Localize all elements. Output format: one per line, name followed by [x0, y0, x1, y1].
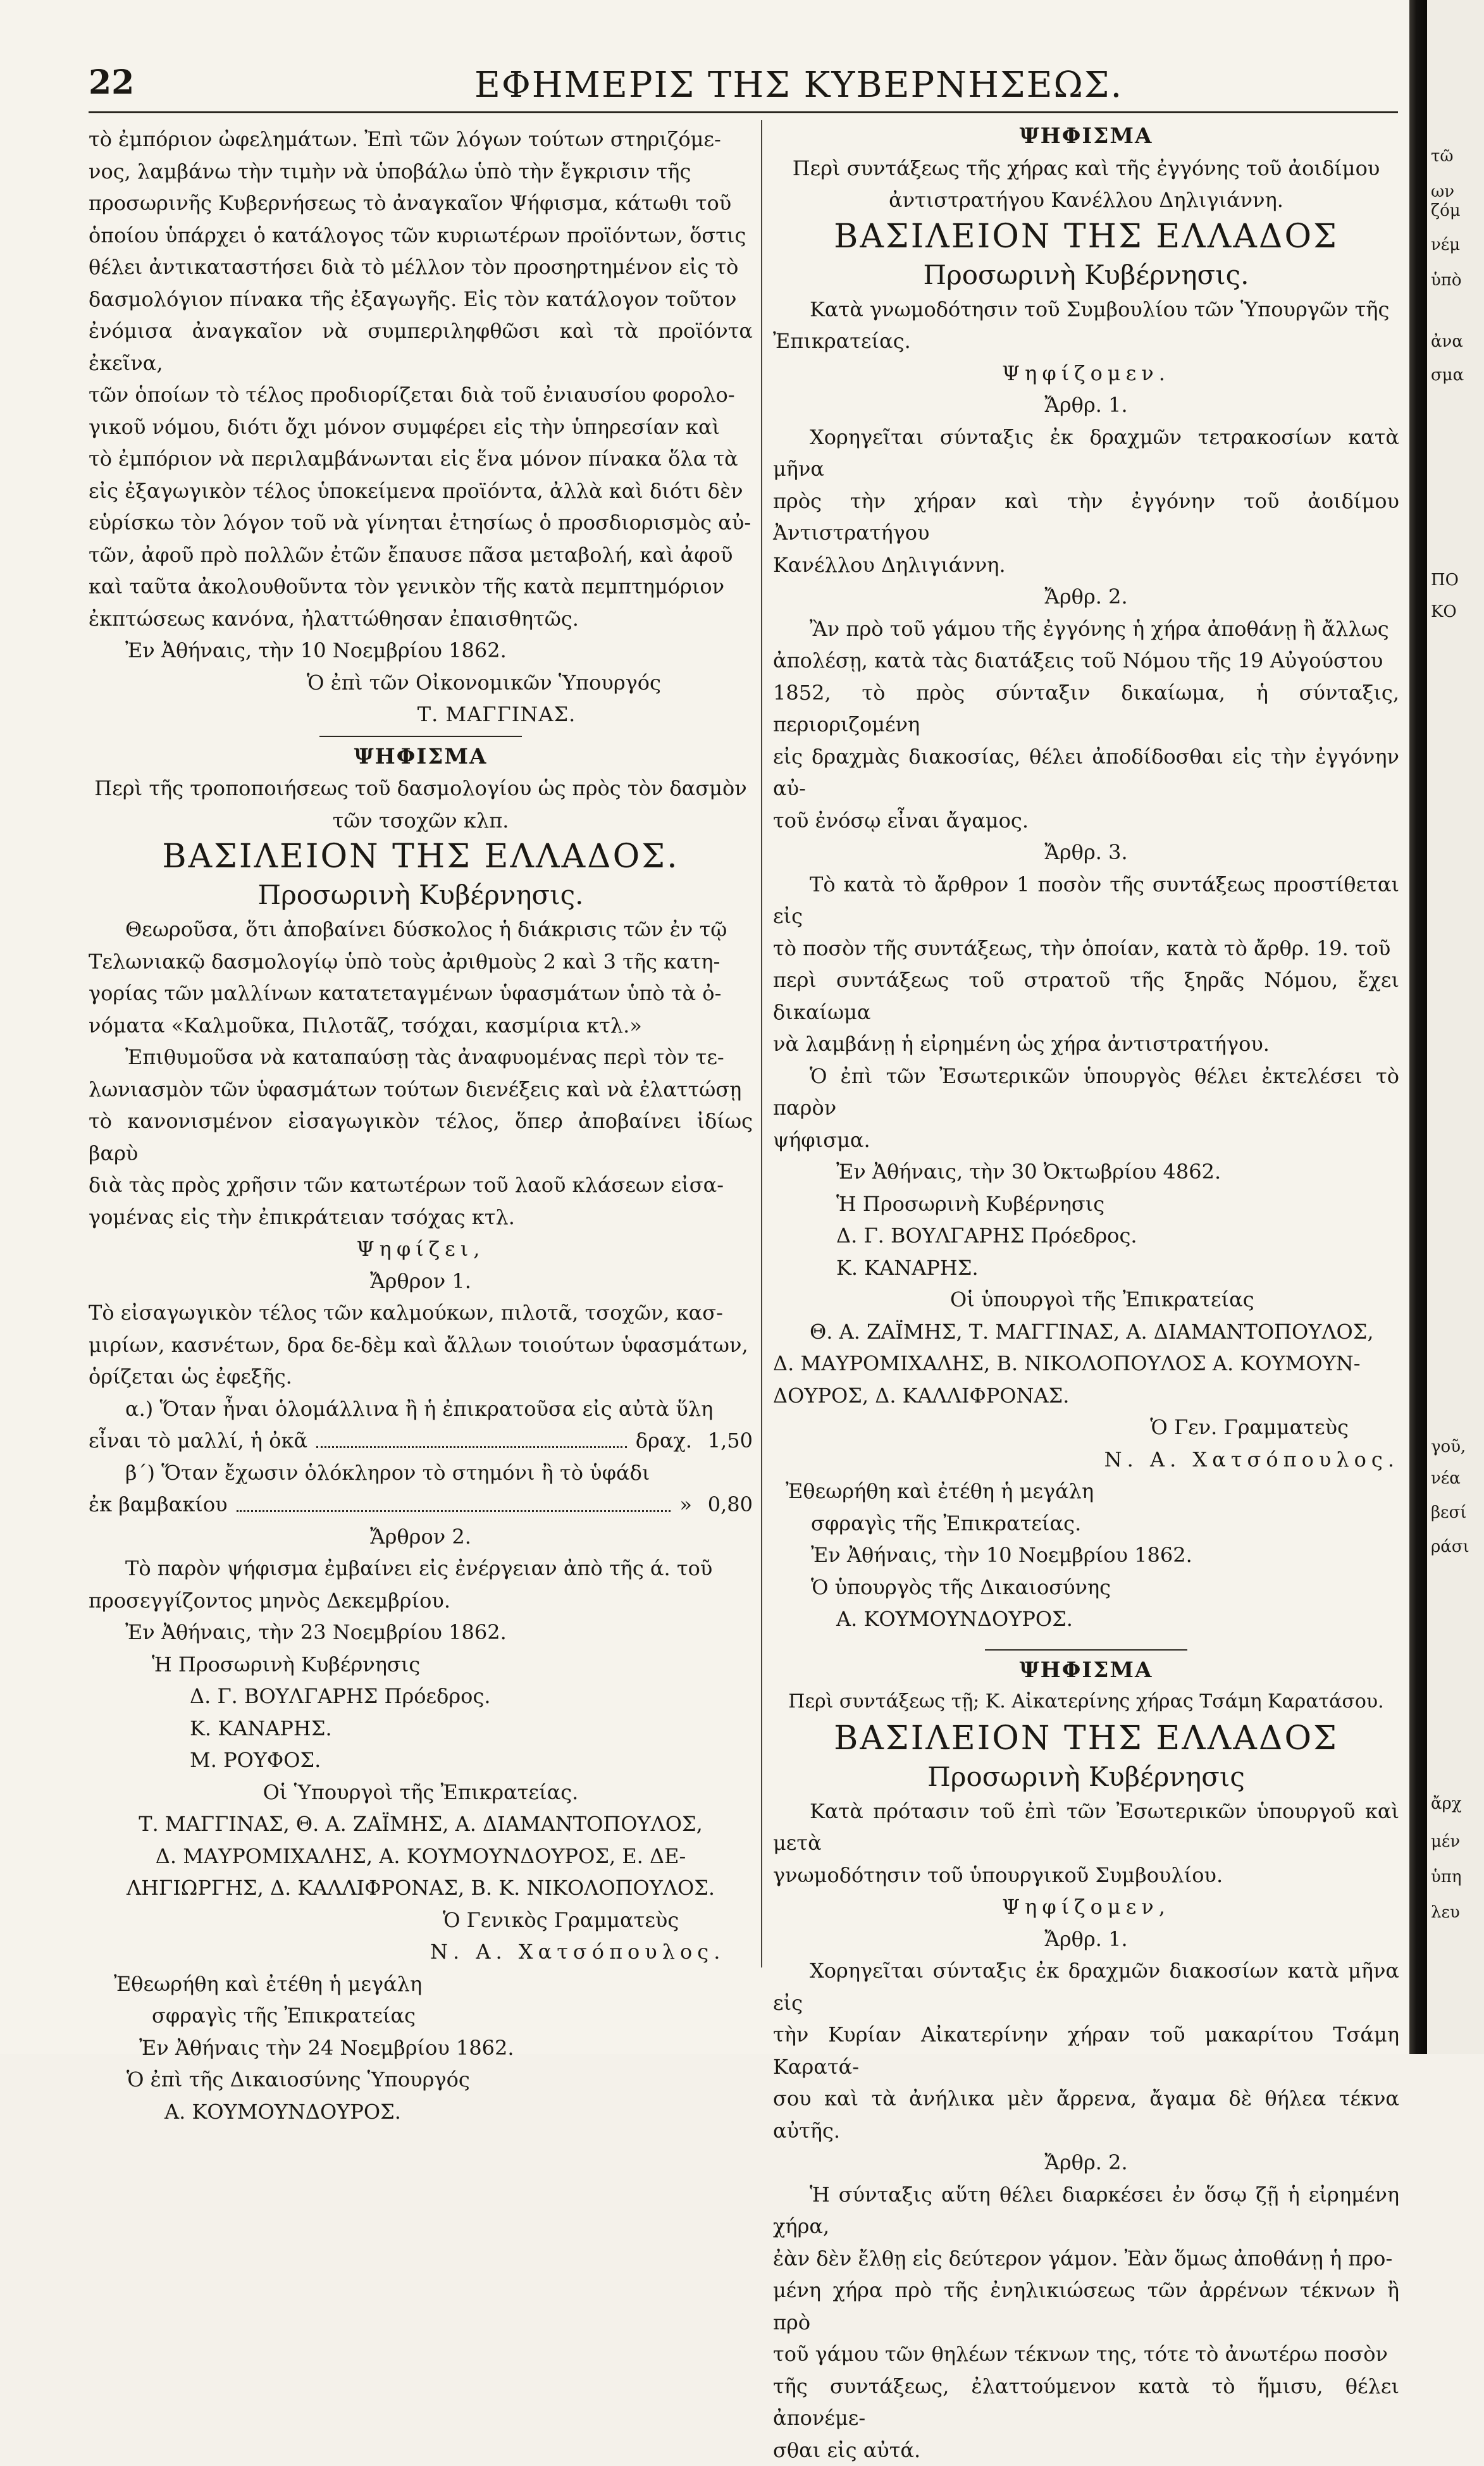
next-page-fragment: ΚΟ: [1431, 602, 1457, 621]
text-line: γνωμοδότησιν τοῦ ὑπουργικοῦ Συμβουλίου.: [773, 1859, 1399, 1892]
text-line: ὁποίου ὑπάρχει ὁ κατάλογος τῶν κυριωτέρων προϊόντων, ὅστις: [89, 220, 753, 252]
text-line: θέλει ἀντικαταστήσει διὰ τὸ μέλλον τὸν προσηρτημένον εἰς τὸ: [89, 251, 753, 283]
next-page-fragment: τῶ: [1431, 147, 1454, 166]
text-line: νόματα «Καλμοῦκα, Πιλοτᾶζ, τσόχαι, κασμίρια κτλ.»: [89, 1010, 753, 1042]
tariff-price: 0,80: [692, 1489, 753, 1521]
article-heading: Ἄρθρ. 3.: [773, 836, 1399, 869]
text-line: τὸ ἐμπόριον ὠφελημάτων. Ἐπὶ τῶν λόγων τούτων στηριζόμε-: [89, 123, 753, 156]
left-column: [89, 123, 753, 2128]
next-page-edge: [1427, 0, 1484, 2054]
text-line: Θεωροῦσα, ὅτι ἀποβαίνει δύσκολος ἡ διάκρισις τῶν ἐν τῷ: [89, 914, 753, 946]
next-page-fragment: νέα: [1431, 1469, 1461, 1488]
ministers-line: Θ. Α. ΖΑΪΜΗΣ, Τ. ΜΑΓΓΙΝΑΣ, Α. ΔΙΑΜΑΝΤΟΠΟΥΛΟΣ,: [773, 1316, 1399, 1348]
government-label: Ἡ Προσωρινὴ Κυβέρνησις: [89, 1649, 753, 1681]
tariff-row-b: [89, 1489, 753, 1521]
text-line: τὸ ποσὸν τῆς συντάξεως, τὴν ὁποίαν, κατὰ τὸ ἄρθρ. 19. τοῦ: [773, 932, 1399, 965]
next-page-fragment: ράσι: [1431, 1537, 1469, 1556]
decree-subject: Περὶ συντάξεως τῇ; Κ. Αἰκατερίνης χήρας Τσάμη Καρατάσου.: [773, 1686, 1399, 1718]
tariff-price: 1,50: [692, 1425, 753, 1457]
ministers-line: Δ. ΜΑΥΡΟΜΙΧΑΛΗΣ, Β. ΝΙΚΟΛΟΠΟΥΛΟΣ Α. ΚΟΥΜΟΥΝ-: [773, 1348, 1399, 1380]
next-page-fragment: σμα: [1431, 366, 1464, 385]
next-page-fragment: λευ: [1431, 1903, 1460, 1922]
decree-title: ΨΗΦΙΣΜΑ: [773, 120, 1399, 152]
ministers-label: Οἱ Ὑπουργοὶ τῆς Ἐπικρατείας.: [89, 1776, 753, 1809]
text-line: δασμολόγιον πίνακα τῆς ἐξαγωγῆς. Εἰς τὸν κατάλογον τοῦτον: [89, 283, 753, 316]
intro-report: [89, 123, 753, 635]
tariff-item-b-cont: ἐκ βαμβακίου: [89, 1489, 228, 1521]
page-number: 22: [89, 63, 134, 102]
text-line: γικοῦ νόμου, διότι ὄχι μόνον συμφέρει εἰς τὴν ὑπηρεσίαν καὶ: [89, 411, 753, 443]
text-line: Χορηγεῖται σύνταξις ἐκ δραχμῶν τετρακοσίων κατὰ μῆνα: [773, 421, 1399, 485]
text-line: ἐνόμισα ἀναγκαῖον νὰ συμπεριληφθῶσι καὶ τὰ προϊόντα ἐκεῖνα,: [89, 315, 753, 379]
next-page-fragment: μέν: [1431, 1832, 1460, 1851]
text-line: τῆς συντάξεως, ἐλαττούμενον κατὰ τὸ ἥμισυ, θέλει ἀπονέμε-: [773, 2370, 1399, 2434]
secretary-label: Ὁ Γεν. Γραμματεὺς: [773, 1411, 1399, 1444]
text-line: 1852, τὸ πρὸς σύνταξιν δικαίωμα, ἡ σύνταξις, περιοριζομένη: [773, 677, 1399, 741]
signatory: Δ. Γ. ΒΟΥΛΓΑΡΗΣ Πρόεδρος.: [89, 1680, 753, 1713]
text-line: γορίας τῶν μαλλίνων κατατεταγμένων ὑφασμάτων ὑπὸ τὰ ὀ-: [89, 977, 753, 1010]
text-line: λωνιασμὸν τῶν ὑφασμάτων τούτων διενέξεις καὶ νὰ ἐλαττώσῃ: [89, 1074, 753, 1106]
signatory: Κ. ΚΑΝΑΡΗΣ.: [89, 1713, 753, 1745]
next-page-fragment: γοῦ,: [1431, 1437, 1466, 1456]
text-line: Κατὰ γνωμοδότησιν τοῦ Συμβουλίου τῶν Ὑπουργῶν τῆς: [773, 294, 1399, 326]
text-line: γομένας εἰς τὴν ἐπικράτειαν τσόχας κτλ.: [89, 1201, 753, 1234]
text-line: τοῦ ἐνόσῳ εἶναι ἄγαμος.: [773, 805, 1399, 837]
justice-minister-name: Α. ΚΟΥΜΟΥΝΔΟΥΡΟΣ.: [773, 1603, 1399, 1635]
intro-signature: Τ. ΜΑΓΓΙΝΑΣ.: [89, 698, 753, 731]
book-gutter: [1409, 0, 1427, 2054]
header-rule: [89, 111, 1398, 113]
text-line: ὁρίζεται ὡς ἐφεξῆς.: [89, 1361, 753, 1393]
next-page-fragment: ΠΟ: [1431, 571, 1459, 590]
article-heading: Ἄρθρον 1.: [89, 1265, 753, 1298]
text-line: ἀπολέσῃ, κατὰ τὰς διατάξεις τοῦ Νόμου τῆς 19 Αὐγούστου: [773, 645, 1399, 677]
next-page-fragment: νέμ: [1431, 235, 1460, 254]
secretary-name: Ν. Α. Χατσόπουλος.: [773, 1444, 1399, 1476]
text-line: Ἐπιθυμοῦσα νὰ καταπαύσῃ τὰς ἀναφυομένας περὶ τὸν τε-: [89, 1041, 753, 1074]
kingdom-heading: ΒΑΣΙΛΕΙΟΝ ΤΗΣ ΕΛΛΑΔΟΣ.: [89, 836, 753, 877]
signatory: Κ. ΚΑΝΑΡΗΣ.: [773, 1252, 1399, 1284]
decree-subject: Περὶ τῆς τροποποιήσεως τοῦ δασμολογίου ὡς πρὸς τὸν δασμὸν: [89, 772, 753, 805]
tariff-row-a: [89, 1425, 753, 1457]
next-page-fragment: ὑπὸ: [1431, 271, 1462, 290]
date-line: Ἐν Ἀθήναις, τὴν 30 Ὀκτωβρίου 4862.: [773, 1156, 1399, 1188]
text-line: τὸ ἐμπόριον νὰ περιλαμβάνωνται εἰς ἕνα μόνον πίνακα ὅλα τὰ: [89, 443, 753, 475]
tariff-unit: δραχ.: [636, 1425, 692, 1457]
date-line: Ἐν Ἀθήναις τὴν 24 Νοεμβρίου 1862.: [89, 2032, 753, 2064]
text-line: προσωρινῆς Κυβερνήσεως τὸ ἀναγκαῖον Ψήφισμα, κάτωθι τοῦ: [89, 187, 753, 220]
tariff-item-a: α.) Ὅταν ἦναι ὁλομάλλινα ἢ ἡ ἐπικρατοῦσα εἰς αὐτὰ ὕλη: [89, 1393, 753, 1425]
text-line: τὸ κανονισμένον εἰσαγωγικὸν τέλος, ὅπερ ἀποβαίνει ἰδίως βαρὺ: [89, 1105, 753, 1169]
page-header-title: ΕΦΗΜΕΡΙΣ ΤΗΣ ΚΥΒΕΡΝΗΣΕΩΣ.: [474, 65, 1123, 106]
dot-leader: [316, 1425, 627, 1448]
government-heading: Προσωρινὴ Κυβέρνησις.: [89, 877, 753, 914]
date-line: Ἐν Ἀθήναις, τὴν 10 Νοεμβρίου 1862.: [773, 1539, 1399, 1571]
decrees-word: Ψηφίζει,: [89, 1233, 753, 1265]
text-line: Ὁ ἐπὶ τῶν Ἐσωτερικῶν ὑπουργὸς θέλει ἐκτελέσει τὸ παρὸν: [773, 1060, 1399, 1124]
text-line: σου καὶ τὰ ἀνήλικα μὲν ἄρρενα, ἄγαμα δὲ θήλεα τέκνα αὐτῆς.: [773, 2083, 1399, 2147]
ministers-line: Τ. ΜΑΓΓΙΝΑΣ, Θ. Α. ΖΑΪΜΗΣ, Α. ΔΙΑΜΑΝΤΟΠΟΥΛΟΣ,: [89, 1808, 753, 1840]
text-line: Ἡ σύνταξις αὕτη θέλει διαρκέσει ἐν ὅσῳ ζῇ ἡ εἰρημένη χήρα,: [773, 2179, 1399, 2243]
tariff-item-b: β΄) Ὅταν ἔχωσιν ὁλόκληρον τὸ στημόνι ἢ τὸ ὑφάδι: [89, 1457, 753, 1489]
text-line: διὰ τὰς πρὸς χρῆσιν τῶν κατωτέρων τοῦ λαοῦ κλάσεων εἰσα-: [89, 1169, 753, 1201]
article-heading: Ἄρθρ. 1.: [773, 1923, 1399, 1955]
article-heading: Ἄρθρον 2.: [89, 1521, 753, 1553]
intro-minister-title: Ὁ ἐπὶ τῶν Οἰκονομικῶν Ὑπουργός: [89, 667, 753, 699]
ministers-line: Δ. ΜΑΥΡΟΜΙΧΑΛΗΣ, Α. ΚΟΥΜΟΥΝΔΟΥΡΟΣ, Ε. ΔΕ-: [89, 1840, 753, 1873]
text-line: προσεγγίζοντος μηνὸς Δεκεμβρίου.: [89, 1585, 753, 1617]
secretary-name: Ν. Α. Χατσόπουλος.: [89, 1936, 753, 1968]
ministers-line: ΛΗΓΙΩΡΓΗΣ, Δ. ΚΑΛΛΙΦΡΟΝΑΣ, Β. Κ. ΝΙΚΟΛΟΠΟΥΛΟΣ.: [89, 1872, 753, 1904]
text-line: εἰς δραχμὰς διακοσίας, θέλει ἀποδίδοσθαι εἰς τὴν ἐγγόνην αὐ-: [773, 741, 1399, 805]
decree-title: ΨΗΦΙΣΜΑ: [773, 1654, 1399, 1687]
section-divider: [319, 736, 522, 737]
right-column: [773, 120, 1399, 2466]
tariff-unit: »: [679, 1489, 692, 1521]
government-label: Ἡ Προσωρινὴ Κυβέρνησις: [773, 1188, 1399, 1220]
signatory: Δ. Γ. ΒΟΥΛΓΑΡΗΣ Πρόεδρος.: [773, 1220, 1399, 1252]
text-line: Τὸ παρὸν ψήφισμα ἐμβαίνει εἰς ἐνέργειαν ἀπὸ τῆς ά. τοῦ: [89, 1552, 753, 1585]
text-line: τῶν ὁποίων τὸ τέλος προδιορίζεται διὰ τοῦ ἐνιαυσίου φορολο-: [89, 379, 753, 411]
ministers-line: ΔΟΥΡΟΣ, Δ. ΚΑΛΛΙΦΡΟΝΑΣ.: [773, 1380, 1399, 1412]
text-line: τοῦ γάμου τῶν θηλέων τέκνων της, τότε τὸ ἀνωτέρω ποσὸν: [773, 2338, 1399, 2370]
text-line: πρὸς τὴν χήραν καὶ τὴν ἐγγόνην τοῦ ἀοιδίμου Ἀντιστρατήγου: [773, 485, 1399, 549]
text-line: μιρίων, κασνέτων, δρα δε-δὲμ καὶ ἄλλων τοιούτων ὑφασμάτων,: [89, 1329, 753, 1361]
text-line: σθαι εἰς αὐτά.: [773, 2434, 1399, 2466]
text-line: τῶν, ἀφοῦ πρὸ πολλῶν ἐτῶν ἔπαυσε πᾶσα μεταβολή, καὶ ἀφοῦ: [89, 539, 753, 571]
decrees-word: Ψηφίζομεν.: [773, 357, 1399, 390]
justice-minister-label: Ὁ ὑπουργὸς τῆς Δικαιοσύνης: [773, 1571, 1399, 1604]
next-page-fragment: ἄρχ: [1431, 1794, 1462, 1813]
dot-leader: [237, 1489, 671, 1512]
decree-subject: Περὶ συντάξεως τῆς χήρας καὶ τῆς ἐγγόνης τοῦ ἀοιδίμου: [773, 152, 1399, 185]
next-page-fragment: ζόμ: [1431, 201, 1461, 220]
decree-title: ΨΗΦΙΣΜΑ: [89, 741, 753, 773]
text-line: Χορηγεῖται σύνταξις ἐκ δραχμῶν διακοσίων κατὰ μῆνα εἰς: [773, 1955, 1399, 2019]
next-page-fragment: ὑπη: [1431, 1868, 1461, 1887]
text-line: Ἐπικρατείας.: [773, 325, 1399, 357]
text-line: καὶ ταῦτα ἀκολουθοῦντα τὸν γενικὸν τῆς κατὰ πεμπτημόριον: [89, 571, 753, 603]
column-rule: [761, 120, 762, 1967]
signatory: Μ. ΡΟΥΦΟΣ.: [89, 1744, 753, 1776]
seal-line: Ἐθεωρήθη καὶ ἐτέθη ἡ μεγάλη: [89, 1968, 753, 2000]
text-line: Τὸ κατὰ τὸ ἄρθρον 1 ποσὸν τῆς συντάξεως προστίθεται εἰς: [773, 869, 1399, 932]
text-line: τὴν Κυρίαν Αἰκατερίνην χήραν τοῦ μακαρίτου Τσάμη Καρατά-: [773, 2019, 1399, 2083]
tariff-item-a-cont: εἶναι τὸ μαλλί, ἡ ὀκᾶ: [89, 1425, 307, 1457]
government-heading: Προσωρινὴ Κυβέρνησις: [773, 1759, 1399, 1795]
decree-subject-cont: ἀντιστρατήγου Κανέλλου Δηλιγιάννη.: [773, 184, 1399, 216]
ministers-label: Οἱ ὑπουργοὶ τῆς Ἐπικρατείας: [773, 1284, 1399, 1316]
justice-minister-label: Ὁ ἐπὶ τῆς Δικαιοσύνης Ὑπουργός: [89, 2064, 753, 2096]
text-line: νὰ λαμβάνῃ ἡ εἰρημένη ὡς χήρα ἀντιστρατήγου.: [773, 1028, 1399, 1060]
decree-subject-cont: τῶν τσοχῶν κλπ.: [89, 805, 753, 837]
text-line: ἐὰν δὲν ἔλθῃ εἰς δεύτερον γάμον. Ἐὰν ὅμως ἀποθάνῃ ἡ προ-: [773, 2243, 1399, 2275]
next-page-fragment: βεσί: [1431, 1503, 1466, 1522]
text-line: εἰς ἐξαγωγικὸν τέλος ὑποκείμενα προϊόντα, ἀλλὰ καὶ διότι δὲν: [89, 475, 753, 507]
next-page-fragment: ων: [1431, 182, 1454, 201]
text-line: Τὸ εἰσαγωγικὸν τέλος τῶν καλμούκων, πιλοτᾶ, τσοχῶν, κασ-: [89, 1297, 753, 1329]
text-line: ψήφισμα.: [773, 1124, 1399, 1156]
text-line: Κανέλλου Δηλιγιάννη.: [773, 549, 1399, 581]
text-line: εὑρίσκω τὸν λόγον τοῦ νὰ γίνηται ἐτησίως ὁ προσδιορισμὸς αὐ-: [89, 507, 753, 539]
article-heading: Ἄρθρ. 2.: [773, 2147, 1399, 2179]
next-page-fragment: ἀνα: [1431, 332, 1463, 351]
text-line: Ἂν πρὸ τοῦ γάμου τῆς ἐγγόνης ἡ χήρα ἀποθάνῃ ἢ ἄλλως: [773, 613, 1399, 645]
intro-date: Ἐν Ἀθήναις, τὴν 10 Νοεμβρίου 1862.: [89, 635, 753, 667]
justice-minister-name: Α. ΚΟΥΜΟΥΝΔΟΥΡΟΣ.: [89, 2096, 753, 2128]
government-heading: Προσωρινὴ Κυβέρνησις.: [773, 257, 1399, 294]
decrees-word: Ψηφίζομεν,: [773, 1891, 1399, 1923]
article-heading: Ἄρθρ. 1.: [773, 389, 1399, 421]
kingdom-heading: ΒΑΣΙΛΕΙΟΝ ΤΗΣ ΕΛΛΑΔΟΣ: [773, 216, 1399, 257]
text-line: Κατὰ πρότασιν τοῦ ἐπὶ τῶν Ἐσωτερικῶν ὑπουργοῦ καὶ μετὰ: [773, 1795, 1399, 1859]
seal-line: σφραγὶς τῆς Ἐπικρατείας: [89, 2000, 753, 2032]
seal-line: Ἐθεωρήθη καὶ ἐτέθη ἡ μεγάλη: [773, 1475, 1399, 1508]
date-line: Ἐν Ἀθήναις, τὴν 23 Νοεμβρίου 1862.: [89, 1616, 753, 1649]
text-line: μένη χήρα πρὸ τῆς ἐνηλικιώσεως τῶν ἀρρένων τέκνων ἢ πρὸ: [773, 2274, 1399, 2338]
text-line: περὶ συντάξεως τοῦ στρατοῦ τῆς ξηρᾶς Νόμου, ἔχει δικαίωμα: [773, 964, 1399, 1028]
section-divider: [985, 1649, 1187, 1651]
article-heading: Ἄρθρ. 2.: [773, 581, 1399, 613]
secretary-label: Ὁ Γενικὸς Γραμματεὺς: [89, 1904, 753, 1936]
text-line: νος, λαμβάνω τὴν τιμὴν νὰ ὑποβάλω ὑπὸ τὴν ἔγκρισιν τῆς: [89, 156, 753, 188]
text-line: ἐκπτώσεως κανόνα, ἠλαττώθησαν ἐπαισθητῶς.: [89, 603, 753, 635]
text-line: Τελωνιακῷ δασμολογίῳ ὑπὸ τοὺς ἀριθμοὺς 2 καὶ 3 τῆς κατη-: [89, 946, 753, 978]
seal-line: σφραγὶς τῆς Ἐπικρατείας.: [773, 1508, 1399, 1540]
kingdom-heading: ΒΑΣΙΛΕΙΟΝ ΤΗΣ ΕΛΛΑΔΟΣ: [773, 1718, 1399, 1759]
